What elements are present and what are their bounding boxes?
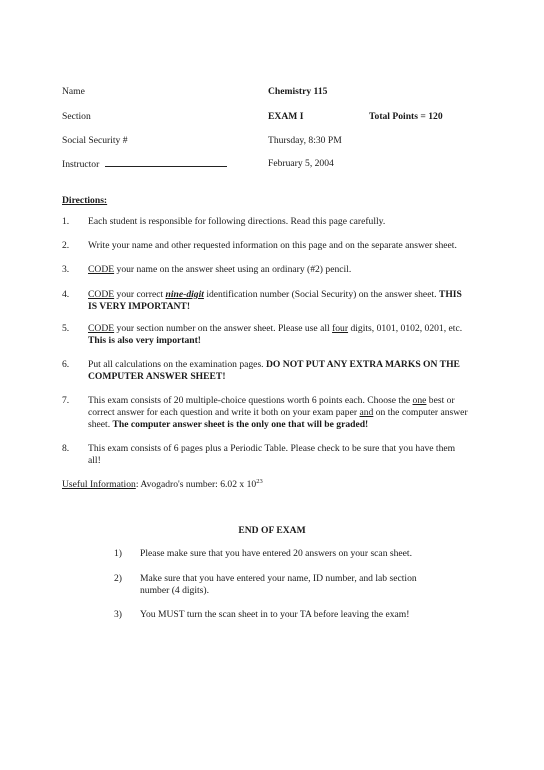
direction-number: 7. [62,395,70,406]
direction-text: Each student is responsible for following directions. Read this page carefully. [88,216,386,227]
end-item-text: Make sure that you have entered your name, ID number, and lab section number (4 digits). [140,573,417,596]
exam-title: EXAM I [268,111,304,122]
ssn-label: Social Security # [62,135,128,146]
direction-text: Write your name and other requested information on this page and on the separate answer sheet. [88,240,457,251]
direction-text: CODE your correct nine-digit identification number (Social Security) on the answer sheet. THIS IS VERY IMPORTANT! [88,289,462,312]
directions-title: Directions: [62,195,108,206]
section-label: Section [62,111,91,122]
name-label: Name [62,86,85,97]
instructor-label: Instructor [62,159,100,170]
instructor-line [62,158,227,170]
direction-number: 6. [62,359,70,370]
useful-info-label: Useful Information [62,479,136,491]
end-of-exam-title: END OF EXAM [238,525,306,536]
direction-text: CODE your section number on the answer sheet. Please use all four digits, 0101, 0102, 0201, etc. This is also very important! [88,323,463,346]
direction-number: 4. [62,289,70,300]
direction-number: 8. [62,443,70,454]
end-item-text: Please make sure that you have entered 20 answers on your scan sheet. [140,548,412,559]
direction-text: This exam consists of 6 pages plus a Periodic Table. Please check to be sure that you have them all! [88,443,456,466]
instructor-blank[interactable] [105,158,227,167]
direction-number: 5. [62,323,70,334]
total-points: Total Points = 120 [369,111,443,122]
direction-number: 3. [62,264,70,275]
end-item-number: 2) [114,573,122,584]
useful-info-text: : Avogadro's number: 6.02 x 10 [135,479,257,491]
course-title: Chemistry 115 [268,86,328,97]
direction-number: 2. [62,240,70,251]
useful-info-exponent: 23 [256,478,263,485]
direction-text: This exam consists of 20 multiple-choice questions worth 6 points each. Choose the one best or correct answer for each question and write it both on your exam paper and on the computer answer sheet. The computer answer sheet is the only one that will be graded! [88,395,468,430]
direction-number: 1. [62,216,70,227]
exam-date: February 5, 2004 [268,158,334,169]
direction-text: CODE your name on the answer sheet using an ordinary (#2) pencil. [88,264,352,275]
end-item-number: 1) [114,548,122,559]
end-item-text: You MUST turn the scan sheet in to your TA before leaving the exam! [140,609,410,620]
direction-text: Put all calculations on the examination pages. DO NOT PUT ANY EXTRA MARKS ON THE COMPUTER ANSWER SHEET! [88,359,460,382]
end-item-number: 3) [114,609,122,620]
exam-day-time: Thursday, 8:30 PM [268,135,342,146]
useful-information [62,478,263,490]
